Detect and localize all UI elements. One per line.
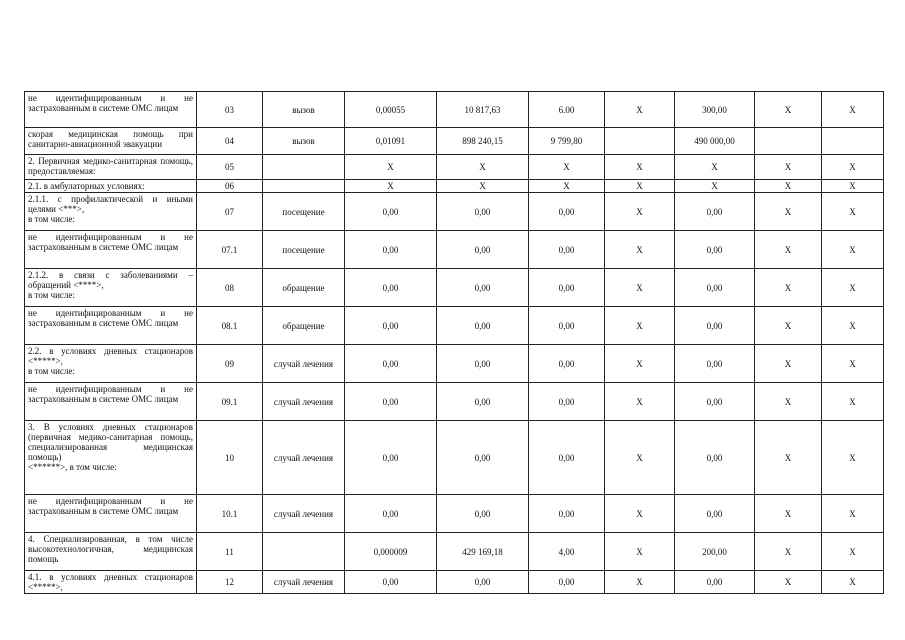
cost-per-unit-cell: 429 169,18 <box>437 533 529 571</box>
cost-per-unit-cell: 898 240,15 <box>437 128 529 155</box>
cost-per-unit-cell: 0,00 <box>437 383 529 421</box>
per-capita-budget-cell: 0,00 <box>529 383 605 421</box>
cost-budget-cell: 0,00 <box>675 269 755 307</box>
row-name-text: 2.1.2. в связи с заболеваниями – обращений <****>, в том числе: <box>28 270 193 300</box>
row-name-cell <box>25 533 197 571</box>
cost-oms-cell: X <box>755 495 822 533</box>
row-name-text: 4.1. в условиях дневных стационаров <*****>, <box>28 572 193 592</box>
cost-oms-cell: X <box>755 571 822 594</box>
per-capita-oms-cell: X <box>605 383 675 421</box>
table-row <box>25 180 884 193</box>
total-cell: X <box>822 345 884 383</box>
row-name-text: 2. Первичная медико-санитарная помощь, предоставляемая: <box>28 156 193 176</box>
cost-oms-cell: X <box>755 269 822 307</box>
cost-oms-cell: X <box>755 345 822 383</box>
row-name-text: 2.1.1. с профилактической и иными целями <***>, в том числе: <box>28 194 193 224</box>
per-capita-budget-cell: 6.00 <box>529 92 605 128</box>
cost-per-unit-cell: 0,00 <box>437 231 529 269</box>
table-row <box>25 155 884 180</box>
cost-budget-cell: 0,00 <box>675 231 755 269</box>
table-row <box>25 92 884 128</box>
per-capita-budget-cell: 0,00 <box>529 231 605 269</box>
row-name-cell <box>25 128 197 155</box>
cost-budget-cell: 0,00 <box>675 345 755 383</box>
total-cell: X <box>822 383 884 421</box>
row-name-cell <box>25 269 197 307</box>
table-row <box>25 533 884 571</box>
unit-cell <box>263 533 345 571</box>
row-name-text: не идентифицированным и не застрахованным в системе ОМС лицам <box>28 232 193 252</box>
unit-cell: вызов <box>263 128 345 155</box>
row-name-text: 3. В условиях дневных стационаров (первичная медико-санитарная помощь, специализированная медицинская помощь) <******>, в том числе: <box>28 422 193 472</box>
cost-per-unit-cell: 0,00 <box>437 495 529 533</box>
row-name-text: 4. Специализированная, в том числе высокотехнологичная, медицинская помощь <box>28 534 193 564</box>
cost-per-unit-cell: X <box>437 155 529 180</box>
per-capita-budget-cell: 4,00 <box>529 533 605 571</box>
row-name-cell <box>25 155 197 180</box>
volume-per-person-cell: 0,00 <box>345 345 437 383</box>
row-name-cell <box>25 421 197 495</box>
cost-per-unit-cell: 10 817,63 <box>437 92 529 128</box>
row-name-text: не идентифицированным и не застрахованным в системе ОМС лицам <box>28 384 193 404</box>
per-capita-oms-cell <box>605 128 675 155</box>
cost-per-unit-cell: 0,00 <box>437 269 529 307</box>
cost-oms-cell: X <box>755 193 822 231</box>
total-cell: X <box>822 155 884 180</box>
cost-budget-cell: 490 000,00 <box>675 128 755 155</box>
unit-cell: обращение <box>263 269 345 307</box>
cost-budget-cell: 300,00 <box>675 92 755 128</box>
territorial-program-table <box>24 91 884 594</box>
table-row <box>25 383 884 421</box>
unit-cell: случай лечения <box>263 495 345 533</box>
per-capita-oms-cell: X <box>605 495 675 533</box>
per-capita-oms-cell: X <box>605 155 675 180</box>
row-code-cell: 03 <box>197 92 263 128</box>
cost-per-unit-cell: 0,00 <box>437 193 529 231</box>
cost-oms-cell: X <box>755 155 822 180</box>
row-code-cell: 04 <box>197 128 263 155</box>
volume-per-person-cell: 0,00 <box>345 571 437 594</box>
cost-budget-cell: 0,00 <box>675 383 755 421</box>
volume-per-person-cell: 0,00055 <box>345 92 437 128</box>
volume-per-person-cell: 0,00 <box>345 231 437 269</box>
cost-budget-cell: 0,00 <box>675 495 755 533</box>
table-row <box>25 269 884 307</box>
row-name-text: не идентифицированным и не застрахованным в системе ОМС лицам <box>28 496 193 516</box>
total-cell: X <box>822 231 884 269</box>
table-body <box>25 92 884 594</box>
cost-budget-cell: 0,00 <box>675 421 755 495</box>
table-row <box>25 231 884 269</box>
total-cell: X <box>822 92 884 128</box>
volume-per-person-cell: 0,01091 <box>345 128 437 155</box>
row-name-cell <box>25 193 197 231</box>
total-cell: X <box>822 180 884 193</box>
total-cell: X <box>822 571 884 594</box>
unit-cell: обращение <box>263 307 345 345</box>
per-capita-oms-cell: X <box>605 180 675 193</box>
row-code-cell: 12 <box>197 571 263 594</box>
table-row <box>25 345 884 383</box>
row-code-cell: 08.1 <box>197 307 263 345</box>
per-capita-budget-cell: 0,00 <box>529 571 605 594</box>
row-name-cell <box>25 345 197 383</box>
unit-cell: посещение <box>263 231 345 269</box>
per-capita-budget-cell: 0,00 <box>529 421 605 495</box>
table-row <box>25 571 884 594</box>
cost-per-unit-cell: 0,00 <box>437 571 529 594</box>
volume-per-person-cell: X <box>345 155 437 180</box>
row-code-cell: 09.1 <box>197 383 263 421</box>
per-capita-oms-cell: X <box>605 307 675 345</box>
per-capita-oms-cell: X <box>605 421 675 495</box>
total-cell <box>822 128 884 155</box>
row-code-cell: 07.1 <box>197 231 263 269</box>
row-code-cell: 08 <box>197 269 263 307</box>
row-code-cell: 10 <box>197 421 263 495</box>
per-capita-budget-cell: 0,00 <box>529 307 605 345</box>
row-name-cell <box>25 231 197 269</box>
cost-budget-cell: 200,00 <box>675 533 755 571</box>
volume-per-person-cell: X <box>345 180 437 193</box>
per-capita-oms-cell: X <box>605 571 675 594</box>
per-capita-budget-cell: X <box>529 155 605 180</box>
cost-oms-cell: X <box>755 421 822 495</box>
row-name-cell <box>25 495 197 533</box>
per-capita-oms-cell: X <box>605 193 675 231</box>
row-code-cell: 06 <box>197 180 263 193</box>
per-capita-budget-cell: 0,00 <box>529 495 605 533</box>
unit-cell: случай лечения <box>263 383 345 421</box>
row-name-cell <box>25 383 197 421</box>
row-name-cell <box>25 180 197 193</box>
volume-per-person-cell: 0,00 <box>345 269 437 307</box>
cost-oms-cell: X <box>755 383 822 421</box>
unit-cell: случай лечения <box>263 571 345 594</box>
per-capita-budget-cell: 0,00 <box>529 269 605 307</box>
table-row <box>25 307 884 345</box>
volume-per-person-cell: 0,00 <box>345 193 437 231</box>
total-cell: X <box>822 495 884 533</box>
cost-oms-cell: X <box>755 533 822 571</box>
row-name-text: скорая медицинская помощь при санитарно-авиационной эвакуации <box>28 129 193 149</box>
per-capita-oms-cell: X <box>605 269 675 307</box>
total-cell: X <box>822 269 884 307</box>
cost-oms-cell: X <box>755 231 822 269</box>
volume-per-person-cell: 0,00 <box>345 307 437 345</box>
unit-cell: посещение <box>263 193 345 231</box>
table-row <box>25 193 884 231</box>
row-code-cell: 09 <box>197 345 263 383</box>
volume-per-person-cell: 0,00 <box>345 421 437 495</box>
row-name-text: не идентифицированным и не застрахованным в системе ОМС лицам <box>28 93 193 113</box>
volume-per-person-cell: 0,000009 <box>345 533 437 571</box>
per-capita-budget-cell: 0,00 <box>529 345 605 383</box>
cost-oms-cell: X <box>755 180 822 193</box>
row-name-cell <box>25 307 197 345</box>
per-capita-budget-cell: 9 799,80 <box>529 128 605 155</box>
row-code-cell: 07 <box>197 193 263 231</box>
cost-oms-cell: X <box>755 92 822 128</box>
total-cell: X <box>822 307 884 345</box>
total-cell: X <box>822 421 884 495</box>
cost-oms-cell: X <box>755 307 822 345</box>
table-row <box>25 128 884 155</box>
table-row <box>25 495 884 533</box>
row-code-cell: 11 <box>197 533 263 571</box>
row-name-cell <box>25 92 197 128</box>
cost-budget-cell: X <box>675 155 755 180</box>
volume-per-person-cell: 0,00 <box>345 495 437 533</box>
total-cell: X <box>822 533 884 571</box>
per-capita-oms-cell: X <box>605 231 675 269</box>
cost-per-unit-cell: 0,00 <box>437 307 529 345</box>
per-capita-oms-cell: X <box>605 533 675 571</box>
cost-budget-cell: 0,00 <box>675 571 755 594</box>
unit-cell: случай лечения <box>263 421 345 495</box>
unit-cell <box>263 155 345 180</box>
cost-oms-cell <box>755 128 822 155</box>
cost-per-unit-cell: 0,00 <box>437 421 529 495</box>
unit-cell <box>263 180 345 193</box>
row-code-cell: 05 <box>197 155 263 180</box>
total-cell: X <box>822 193 884 231</box>
per-capita-budget-cell: X <box>529 180 605 193</box>
cost-per-unit-cell: 0,00 <box>437 345 529 383</box>
cost-per-unit-cell: X <box>437 180 529 193</box>
row-name-cell <box>25 571 197 594</box>
unit-cell: вызов <box>263 92 345 128</box>
row-code-cell: 10.1 <box>197 495 263 533</box>
per-capita-oms-cell: X <box>605 345 675 383</box>
cost-budget-cell: X <box>675 180 755 193</box>
per-capita-oms-cell: X <box>605 92 675 128</box>
per-capita-budget-cell: 0,00 <box>529 193 605 231</box>
row-name-text: не идентифицированным и не застрахованным в системе ОМС лицам <box>28 308 193 328</box>
volume-per-person-cell: 0,00 <box>345 383 437 421</box>
table-row <box>25 421 884 495</box>
cost-budget-cell: 0,00 <box>675 307 755 345</box>
cost-budget-cell: 0,00 <box>675 193 755 231</box>
row-name-text: 2.1. в амбулаторных условиях: <box>28 181 145 191</box>
row-name-text: 2.2. в условиях дневных стационаров <*****>, в том числе: <box>28 346 193 376</box>
unit-cell: случай лечения <box>263 345 345 383</box>
